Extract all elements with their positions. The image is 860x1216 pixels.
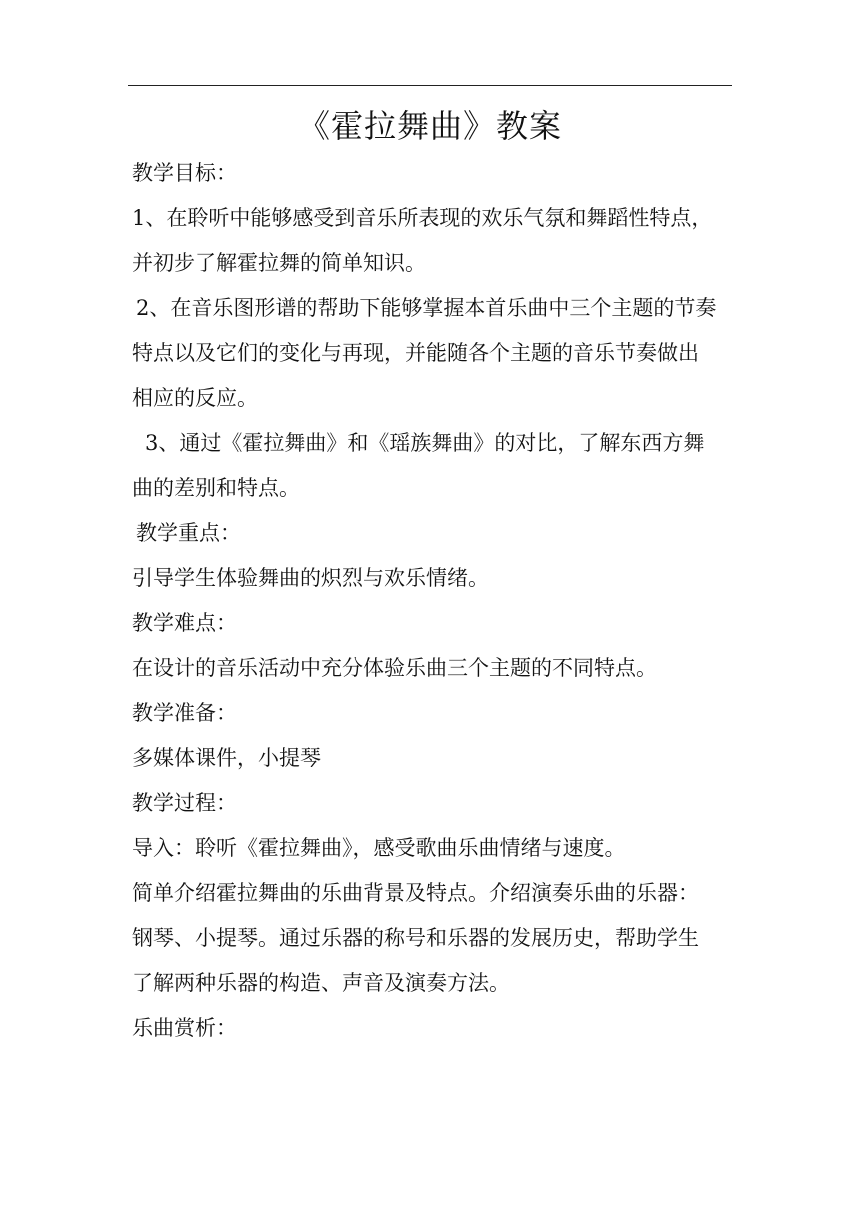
process-text-line-3: 了解两种乐器的构造、声音及演奏方法。	[132, 971, 510, 995]
document-title: 《霍拉舞曲》教案	[297, 107, 562, 145]
objective-3-line-1: 3、通过《霍拉舞曲》和《瑶族舞曲》的对比，了解东西方舞	[145, 431, 705, 455]
heading-key-points: 教学重点：	[136, 521, 241, 545]
key-points-text: 引导学生体验舞曲的炽烈与欢乐情绪。	[132, 566, 489, 590]
objective-2-line-3: 相应的反应。	[132, 386, 258, 410]
heading-objectives: 教学目标：	[132, 161, 237, 185]
process-text-line-1: 简单介绍霍拉舞曲的乐曲背景及特点。介绍演奏乐曲的乐器：	[132, 881, 699, 905]
objective-2-line-2: 特点以及它们的变化与再现，并能随各个主题的音乐节奏做出	[132, 341, 699, 365]
objective-2-line-1: 2、在音乐图形谱的帮助下能够掌握本首乐曲中三个主题的节奏	[136, 296, 717, 320]
difficulties-text: 在设计的音乐活动中充分体验乐曲三个主题的不同特点。	[132, 656, 657, 680]
objective-3-line-2: 曲的差别和特点。	[132, 476, 300, 500]
heading-process: 教学过程：	[132, 791, 237, 815]
heading-preparation: 教学准备：	[132, 701, 237, 725]
objective-1-line-2: 并初步了解霍拉舞的简单知识。	[132, 251, 426, 275]
heading-appreciation: 乐曲赏析：	[132, 1016, 237, 1040]
objective-1-line-1: 1、在聆听中能够感受到音乐所表现的欢乐气氛和舞蹈性特点，	[132, 206, 713, 230]
preparation-text: 多媒体课件，小提琴	[132, 746, 321, 770]
header-rule	[128, 85, 732, 86]
heading-difficulties: 教学难点：	[132, 611, 237, 635]
process-text-line-2: 钢琴、小提琴。通过乐器的称号和乐器的发展历史，帮助学生	[132, 926, 699, 950]
process-intro: 导入：聆听《霍拉舞曲》，感受歌曲乐曲情绪与速度。	[132, 836, 626, 860]
